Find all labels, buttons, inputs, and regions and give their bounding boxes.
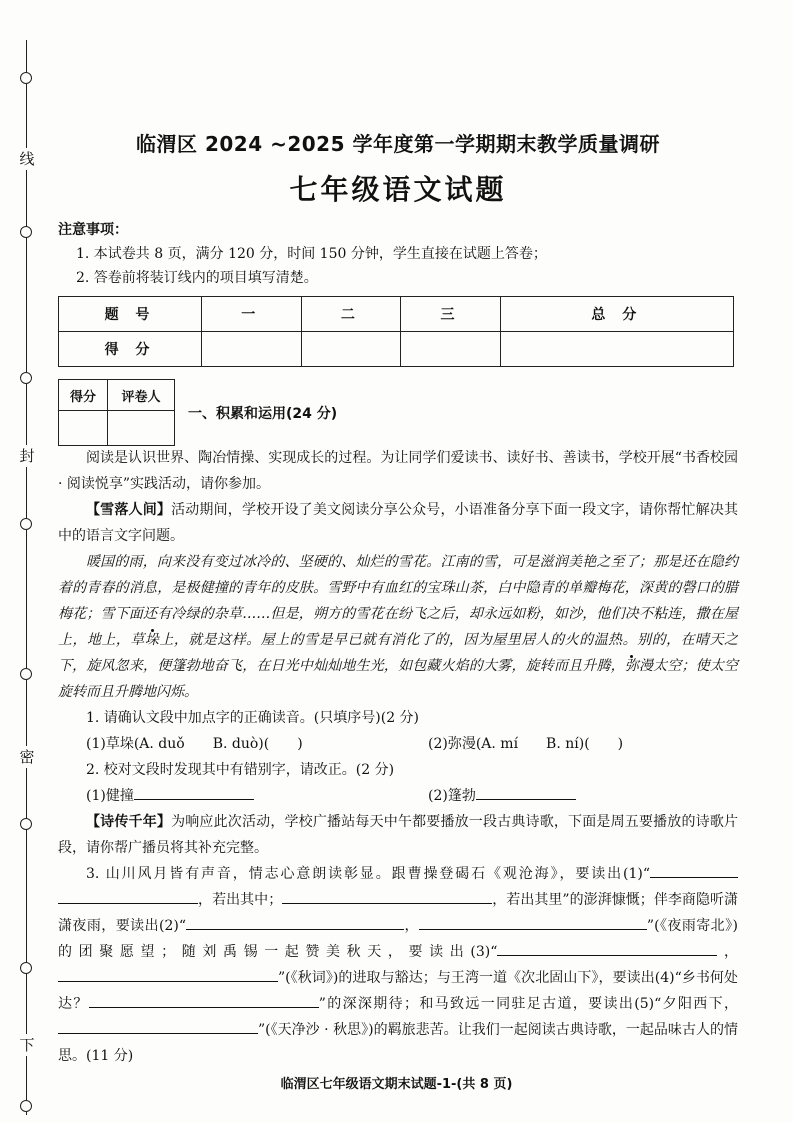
question-1-options xyxy=(58,731,738,757)
exam-title: 临渭区 2024 ~2025 学年度第一学期期末教学质量调研 xyxy=(136,132,660,156)
grader-score-label: 得分 xyxy=(59,380,108,411)
page-footer: 临渭区七年级语文期末试题-1-(共 8 页) xyxy=(280,1077,513,1092)
dotted-char-duo: 垛 xyxy=(144,632,160,648)
q3-blank-3a[interactable] xyxy=(497,939,717,956)
score-cell-3[interactable] xyxy=(401,332,501,367)
q3-text-2: ，若出其中； xyxy=(198,892,283,908)
q3-blank-1b[interactable] xyxy=(58,887,198,904)
q3-text-7: ， xyxy=(717,944,738,960)
snow-instruction xyxy=(58,497,738,549)
notes-heading: 注意事项： xyxy=(58,222,128,238)
q3-text-4: ， xyxy=(404,918,419,934)
q3-text-9: (4)“乡书何处达？ xyxy=(58,970,738,1012)
q3-text-6: (《夜雨寄北》)的团聚愿望；随刘禹锡一起赞美秋天，要读出(3)“ xyxy=(58,918,739,960)
score-cell-total[interactable] xyxy=(500,332,733,367)
score-col-total: 总 分 xyxy=(500,297,733,332)
binding-hole-5 xyxy=(20,668,32,680)
binding-hole-4 xyxy=(20,518,32,530)
q3-text-1: 3. 山川风月皆有声音，情志心意朗读彰显。跟曹操登碣石《观沧海》，要读出(1)“ xyxy=(86,866,650,882)
binding-hole-7 xyxy=(20,962,32,974)
poem-instruction xyxy=(58,809,738,861)
dotted-char-mi: 弥 xyxy=(624,658,639,674)
score-table-header-row xyxy=(59,297,734,332)
binding-char-feng: 封 xyxy=(16,445,38,467)
score-col-3: 三 xyxy=(401,297,501,332)
note-item-1: 1. 本试卷共 8 页，满分 120 分，时间 150 分钟，学生直接在试题上答卷； xyxy=(76,246,547,262)
q3-blank-5[interactable] xyxy=(58,1017,258,1034)
q3-blank-3b[interactable] xyxy=(58,965,278,982)
q3-blank-2a[interactable] xyxy=(186,913,404,930)
question-2: 2. 校对文段时发现其中有错别字，请改正。(2 分) xyxy=(86,762,395,778)
binding-char-xia: 下 xyxy=(16,1034,38,1056)
note-item-2: 2. 答卷前将装订线内的项目填写清楚。 xyxy=(76,270,318,286)
exam-page xyxy=(58,126,738,1069)
passage-part-a: 暖国的雨，向来没有变过冰冷的、坚硬的、灿烂的雪花。江南的雪，可是滋润美艳之至了；那是还在隐约着的青春的消息，是极健撞的青年的皮肤。雪野中有血红的宝珠山茶，白中隐青的单瓣梅花，深黄的磬口的腊梅花；雪下面还有冷绿的杂草……但是，朔方的雪花在纷飞之后，却永远如粉，如沙，他们决不粘连，撒在屋上，地上，草 xyxy=(58,554,738,648)
binding-margin xyxy=(0,40,52,1115)
score-cell-1[interactable] xyxy=(202,332,302,367)
binding-char-xian: 线 xyxy=(16,148,38,170)
q3-text-10: ”的深深期待；和马致远一同驻足古道，要读出 xyxy=(318,996,635,1012)
binding-hole-3 xyxy=(20,372,32,384)
exam-subtitle: 七年级语文试题 xyxy=(289,173,507,206)
score-col-label: 题 号 xyxy=(59,297,202,332)
passage-part-c: 漫太空；使太空旋转而且升腾地闪烁。 xyxy=(58,658,739,700)
question-1: 1. 请确认文段中加点字的正确读音。(只填序号)(2 分) xyxy=(86,710,420,726)
q2-item-b: (2)篷勃 xyxy=(428,788,476,804)
score-col-2: 二 xyxy=(301,297,401,332)
q3-blank-4[interactable] xyxy=(89,991,319,1008)
q1-option-b[interactable]: (2)弥漫(A. mí B. ní)( ) xyxy=(428,736,624,752)
question-2-answers xyxy=(58,783,738,809)
q3-blank-1c[interactable] xyxy=(282,887,492,904)
binding-hole-6 xyxy=(20,818,32,830)
snow-text: 活动期间，学校开设了美文阅读分享公众号，小语准备分享下面一段文字，请你帮忙解决其中的语言文字问题。 xyxy=(58,502,739,544)
grader-name-cell[interactable] xyxy=(108,411,175,446)
q3-blank-2b[interactable] xyxy=(419,913,647,930)
passage-part-b: 上，就是这样。屋上的雪是早已就有消化了的，因为屋里居人的火的温热。别的，在晴天之下，旋风忽来，便篷勃地奋飞，在日光中灿灿地生光，如包藏火焰的大雾，旋转而且升腾， xyxy=(58,632,739,674)
poem-text: 为响应此次活动，学校广播站每天中午都要播放一段古典诗歌，下面是周五要播放的诗歌片段，请你帮广播员将其补充完整。 xyxy=(58,814,739,856)
section1-title: 一、积累和运用(24 分) xyxy=(188,406,338,422)
q3-text-12: ”(《天净沙 · 秋思》)的羁旅悲苦。让我们一起阅读古典诗歌，一起品味古人的情思。(11 分) xyxy=(58,1022,738,1064)
binding-hole-8 xyxy=(20,1100,32,1112)
grader-name-label: 评卷人 xyxy=(108,380,175,411)
section1-intro: 阅读是认识世界、陶冶情操、实现成长的过程。为让同学们爱读书、读好书、善读书，学校开展“书香校园 · 阅读悦享”实践活动，请你参加。 xyxy=(58,450,738,492)
q2-item-a: (1)健撞 xyxy=(86,788,134,804)
score-table xyxy=(58,296,734,367)
q2-blank-a[interactable] xyxy=(134,783,254,800)
q1-option-a[interactable]: (1)草垛(A. duǒ B. duò)( ) xyxy=(86,736,303,752)
q3-text-8: ”(《秋词》)的进取与豁达；与王湾一道《次北固山下》，要读出 xyxy=(278,970,655,986)
binding-hole-1 xyxy=(20,72,32,84)
q3-text-11: (5)“夕阳西下， xyxy=(634,996,738,1012)
binding-line xyxy=(26,40,27,1115)
score-col-1: 一 xyxy=(202,297,302,332)
q3-text-3: ，若出其里”的澎湃慷慨；伴李商隐听潇潇夜雨，要读出(2)“ xyxy=(58,892,739,934)
q2-blank-b[interactable] xyxy=(476,783,576,800)
score-row-label: 得 分 xyxy=(59,332,202,367)
poem-tag: 【诗传千年】 xyxy=(86,814,172,830)
score-cell-2[interactable] xyxy=(301,332,401,367)
section-header-row xyxy=(58,379,738,445)
binding-char-mi: 密 xyxy=(16,746,38,768)
q3-text-5: ” xyxy=(646,918,655,934)
grader-box xyxy=(58,379,175,446)
question-3 xyxy=(58,861,738,1069)
q3-blank-1a[interactable] xyxy=(650,861,738,878)
reading-passage xyxy=(58,549,738,705)
grader-score-cell[interactable] xyxy=(59,411,108,446)
score-table-value-row xyxy=(59,332,734,367)
snow-tag: 【雪落人间】 xyxy=(86,502,172,518)
binding-hole-2 xyxy=(20,226,32,238)
